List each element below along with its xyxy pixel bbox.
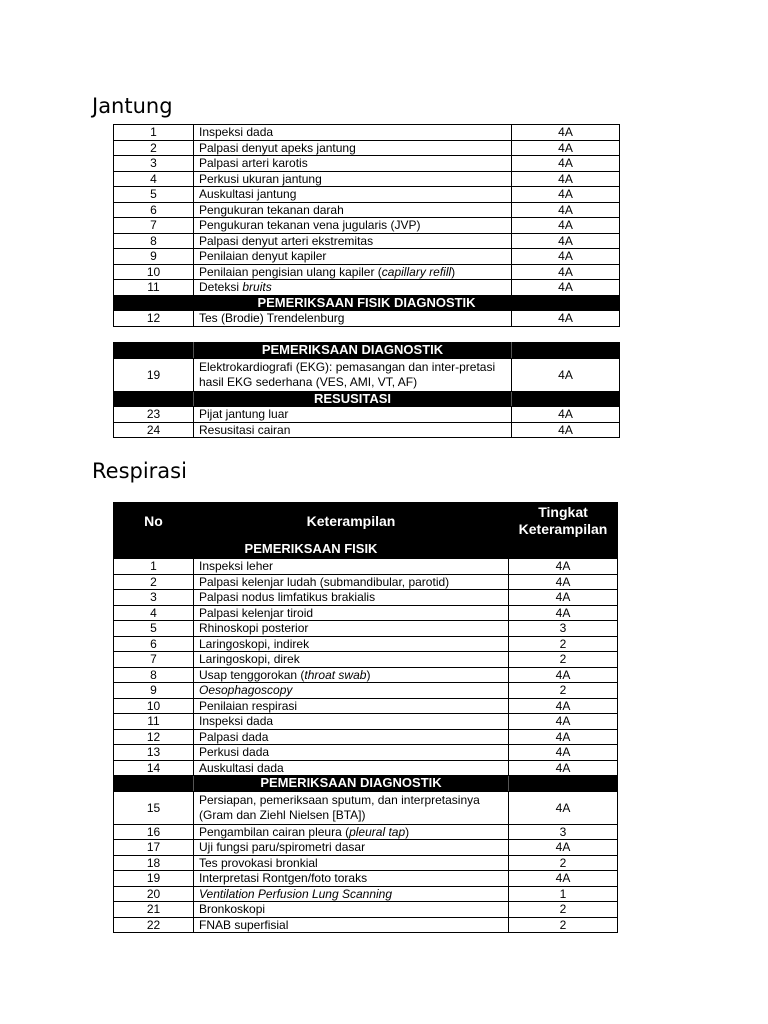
row-level: 4A [512,422,620,438]
row-level: 4A [509,574,618,590]
row-level: 2 [509,902,618,918]
row-skill [194,683,509,699]
row-level: 4A [512,202,620,218]
row-level: 3 [509,824,618,840]
row-skill: Elektrokardiografi (EKG): pemasangan dan inter-pretasi hasil EKG sederhana (VES, AMI, VT, AF) [194,358,512,391]
row-number: 18 [114,855,194,871]
row-skill: Palpasi dada [194,729,509,745]
row-number: 2 [114,140,194,156]
row-level: 4A [509,791,618,824]
skill-text: Pengambilan cairan pleura ( [199,824,350,839]
table-row [114,917,618,933]
row-skill: Palpasi arteri karotis [194,156,512,172]
row-number: 6 [114,636,194,652]
row-level: 4A [512,249,620,265]
section-title-jantung: Jantung [92,94,173,118]
row-skill: Pengukuran tekanan darah [194,202,512,218]
row-skill: Bronkoskopi [194,902,509,918]
table-row [114,358,620,391]
table-row [114,760,618,776]
row-skill: Pengukuran tekanan vena jugularis (JVP) [194,218,512,234]
section-title-respirasi: Respirasi [92,459,187,483]
row-number: 11 [114,714,194,730]
row-skill: Tes (Brodie) Trendelenburg [194,311,512,327]
row-skill: Palpasi nodus limfatikus brakialis [194,590,509,606]
row-level: 2 [509,683,618,699]
table-row [114,621,618,637]
row-skill: Inspeksi dada [194,714,509,730]
table-row [114,902,618,918]
skill-italic-text: throat swab [304,667,367,682]
row-number: 13 [114,745,194,761]
table-row [114,249,620,265]
section-band [114,343,620,359]
row-skill: Penilaian respirasi [194,698,509,714]
row-skill: Laringoskopi, indirek [194,636,509,652]
row-skill: Persiapan, pemeriksaan sputum, dan interpretasinya (Gram dan Ziehl Nielsen [BTA]) [194,791,509,824]
skill-text: Deteksi [199,280,243,295]
row-number: 19 [114,871,194,887]
row-number: 9 [114,683,194,699]
table-row [114,140,620,156]
section-title-resusitasi: RESUSITASI [194,391,512,407]
table-row [114,590,618,606]
row-number: 14 [114,760,194,776]
row-level: 4A [509,590,618,606]
table-row [114,871,618,887]
skill-text: ) [405,824,410,839]
skill-italic-text: Oesophagoscopy [199,683,293,698]
row-number: 7 [114,218,194,234]
row-level: 2 [509,855,618,871]
table-row [114,187,620,203]
row-skill: Palpasi kelenjar ludah (submandibular, parotid) [194,574,509,590]
section-band [114,776,618,792]
row-skill: Rhinoskopi posterior [194,621,509,637]
table-row [114,125,620,141]
table-row [114,840,618,856]
table-row [114,605,618,621]
row-level: 4A [509,559,618,575]
row-skill: Uji fungsi paru/spirometri dasar [194,840,509,856]
table-row [114,636,618,652]
row-level: 4A [509,729,618,745]
table-row [114,574,618,590]
row-number: 21 [114,902,194,918]
row-number: 4 [114,605,194,621]
table-row [114,422,620,438]
row-level: 4A [512,171,620,187]
row-number: 7 [114,652,194,668]
header-no: No [114,503,194,540]
row-skill: Auskultasi jantung [194,187,512,203]
row-level: 4A [509,745,618,761]
row-skill: Inspeksi dada [194,125,512,141]
skill-italic-text: bruits [242,280,272,295]
row-number: 6 [114,202,194,218]
row-skill [194,824,509,840]
row-level: 2 [509,636,618,652]
table-row [114,791,618,824]
jantung-table [113,124,620,327]
skill-text: ) [451,264,456,279]
row-level: 4A [509,667,618,683]
skill-text: ) [366,667,371,682]
row-number: 8 [114,667,194,683]
row-number: 20 [114,886,194,902]
table-row [114,714,618,730]
row-skill [194,886,509,902]
row-skill: Palpasi denyut apeks jantung [194,140,512,156]
row-level: 4A [512,264,620,280]
row-skill: Resusitasi cairan [194,422,512,438]
row-level: 4A [512,140,620,156]
row-number: 2 [114,574,194,590]
row-level: 4A [509,871,618,887]
table-row [114,855,618,871]
section-title-diagnostik: PEMERIKSAAN DIAGNOSTIK [194,343,512,359]
section-title-fisik: PEMERIKSAAN FISIK [114,540,509,559]
row-number: 5 [114,187,194,203]
header-skill: Keterampilan [194,503,509,540]
row-skill: Palpasi denyut arteri ekstremitas [194,233,512,249]
row-number: 5 [114,621,194,637]
row-number: 16 [114,824,194,840]
row-number: 3 [114,156,194,172]
table-row [114,202,620,218]
row-level: 4A [512,125,620,141]
table-row [114,698,618,714]
skill-italic-text: pleural tap [349,824,406,839]
row-number: 9 [114,249,194,265]
row-skill: Pijat jantung luar [194,407,512,423]
row-number: 15 [114,791,194,824]
table-row [114,171,620,187]
table-row [114,652,618,668]
row-level: 4A [509,840,618,856]
row-level: 2 [509,917,618,933]
skill-text: Usap tenggorokan ( [199,667,305,682]
row-skill: Interpretasi Rontgen/foto toraks [194,871,509,887]
table-row [114,311,620,327]
row-level: 4A [512,156,620,172]
section-band [114,540,618,559]
row-skill [194,667,509,683]
table-row [114,233,620,249]
row-number: 22 [114,917,194,933]
row-level: 2 [509,652,618,668]
row-number: 12 [114,729,194,745]
table-row [114,824,618,840]
row-skill: Penilaian denyut kapiler [194,249,512,265]
row-level: 4A [512,407,620,423]
row-level: 4A [509,714,618,730]
table-row [114,156,620,172]
row-number: 8 [114,233,194,249]
table-row [114,218,620,234]
row-skill: Inspeksi leher [194,559,509,575]
row-level: 4A [512,311,620,327]
row-number: 10 [114,698,194,714]
row-skill: Tes provokasi bronkial [194,855,509,871]
row-number: 12 [114,311,194,327]
row-skill: Perkusi ukuran jantung [194,171,512,187]
row-number: 10 [114,264,194,280]
header-level: Tingkat Keterampilan [509,503,618,540]
row-number: 4 [114,171,194,187]
row-level: 4A [512,358,620,391]
row-skill: Palpasi kelenjar tiroid [194,605,509,621]
row-number: 23 [114,407,194,423]
table-row [114,745,618,761]
table-row [114,667,618,683]
section-title-diagnostik: PEMERIKSAAN DIAGNOSTIK [194,776,509,792]
row-skill: Laringoskopi, direk [194,652,509,668]
row-number: 3 [114,590,194,606]
row-level: 4A [509,760,618,776]
row-level: 4A [512,233,620,249]
row-level: 4A [512,218,620,234]
row-skill [194,280,512,296]
skill-text: Penilaian pengisian ulang kapiler ( [199,264,382,279]
table-row [114,264,620,280]
row-level: 4A [509,698,618,714]
row-number: 17 [114,840,194,856]
table-row [114,683,618,699]
row-number: 1 [114,559,194,575]
row-number: 11 [114,280,194,296]
section-band [114,391,620,407]
row-skill [194,264,512,280]
table-row [114,729,618,745]
skill-italic-text: Ventilation Perfusion Lung Scanning [199,886,393,901]
row-level: 4A [512,187,620,203]
row-skill: FNAB superfisial [194,917,509,933]
table-row [114,559,618,575]
respirasi-table [113,502,618,933]
row-level: 4A [512,280,620,296]
row-skill: Auskultasi dada [194,760,509,776]
row-skill: Perkusi dada [194,745,509,761]
table-row [114,407,620,423]
table-row [114,280,620,296]
row-level: 3 [509,621,618,637]
row-number: 1 [114,125,194,141]
jantung-diagnostik-table [113,342,620,438]
row-level: 4A [509,605,618,621]
section-title-fisik-diagnostik: PEMERIKSAAN FISIK DIAGNOSTIK [114,295,620,311]
section-band [114,295,620,311]
skill-italic-text: capillary refill [381,264,452,279]
row-number: 19 [114,358,194,391]
table-row [114,886,618,902]
row-number: 24 [114,422,194,438]
table-header [114,503,618,540]
row-level: 1 [509,886,618,902]
